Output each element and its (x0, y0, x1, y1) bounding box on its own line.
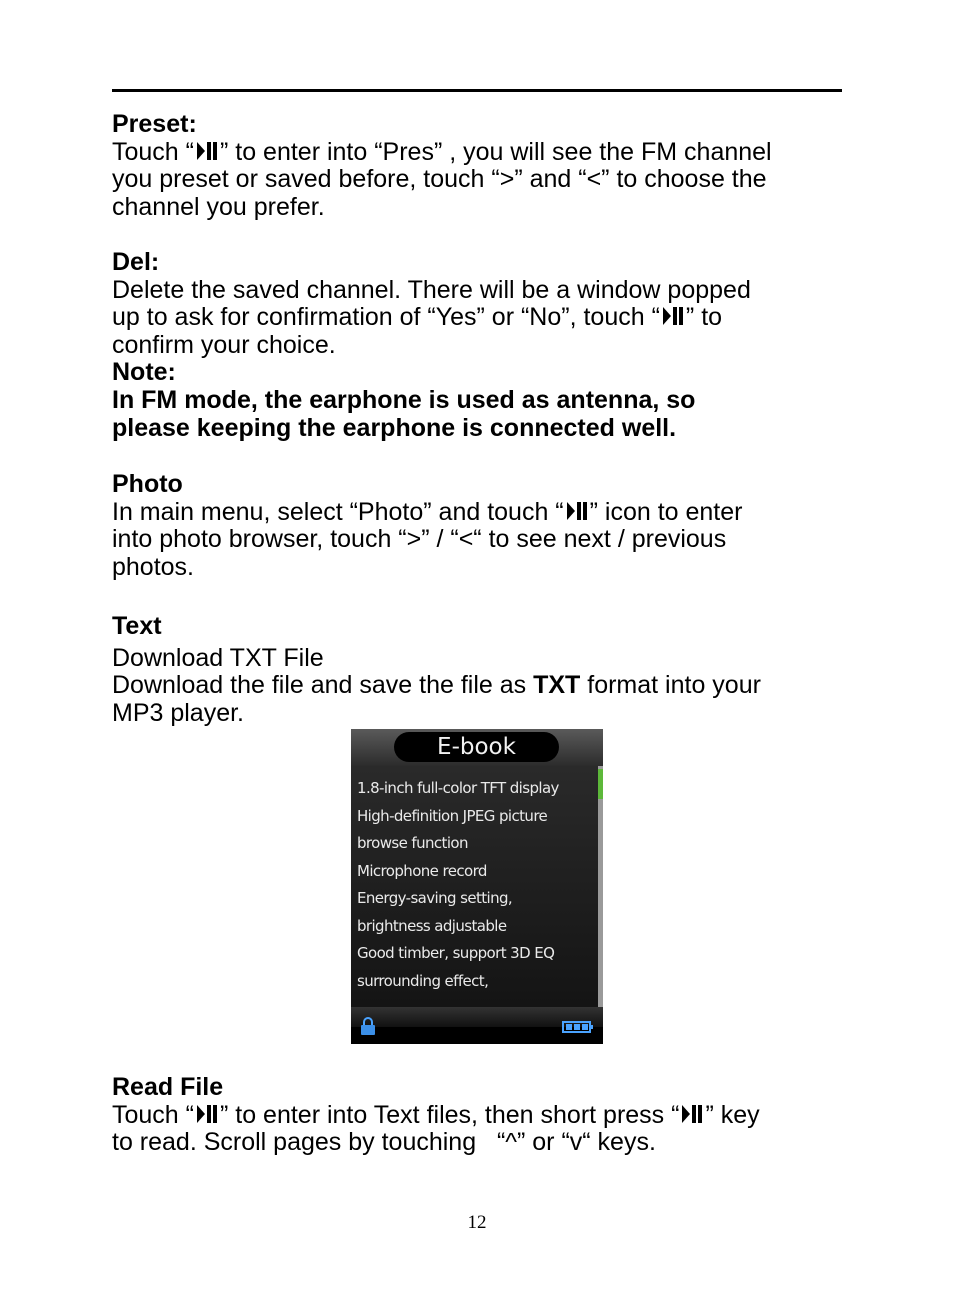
ebook-line: surrounding effect, (357, 972, 489, 990)
preset-text-line: you preset or saved before, touch “>” and “<” to choose the (112, 165, 767, 194)
battery-icon (562, 1021, 594, 1033)
photo-text-line: photos. (112, 552, 195, 581)
preset-section (112, 111, 852, 221)
lock-icon (360, 1017, 376, 1035)
text-text-line: MP3 player. (112, 698, 245, 727)
text-text-line: Download TXT File (112, 643, 324, 672)
ebook-line: Good timber, support 3D EQ (357, 944, 555, 962)
photo-heading: Photo (112, 470, 183, 498)
play-pause-icon (194, 1103, 220, 1125)
del-text-line: confirm your choice. (112, 330, 336, 359)
ebook-title: E-book (394, 732, 559, 762)
read-file-heading: Read File (112, 1073, 224, 1101)
note-text-line: In FM mode, the earphone is used as antenna, so (112, 385, 696, 414)
page-number: 12 (467, 1212, 487, 1233)
preset-heading: Preset: (112, 110, 197, 138)
ebook-line: 1.8-inch full-color TFT display (357, 779, 559, 797)
text-heading: Text (112, 612, 162, 640)
ebook-text-area (351, 766, 598, 1007)
photo-text-line: In main menu, select “Photo” and touch “ ” icon to enter (112, 497, 743, 526)
read-file-text-line: to read. Scroll pages by touching “^” or “v“ keys. (112, 1128, 656, 1157)
preset-text-line: channel you prefer. (112, 192, 325, 221)
text-text-line: Download the file and save the file as TXT format into your (112, 671, 761, 700)
photo-text-line: into photo browser, touch “>” / “<“ to see next / previous (112, 525, 727, 554)
ebook-line: Energy-saving setting, (357, 889, 513, 907)
ebook-scroll-thumb (598, 769, 603, 799)
ebook-line: Microphone record (357, 862, 487, 880)
play-pause-icon (679, 1103, 705, 1125)
note-text-line: please keeping the earphone is connected well. (112, 413, 677, 442)
del-text-line: Delete the saved channel. There will be a window popped (112, 275, 751, 304)
text-section (112, 613, 852, 727)
note-heading: Note: (112, 358, 176, 387)
read-file-section (112, 1074, 852, 1157)
del-text-line: up to ask for confirmation of “Yes” or “No”, touch “ ” to (112, 303, 723, 332)
play-pause-icon (194, 140, 220, 162)
ebook-line: brightness adjustable (357, 917, 507, 935)
photo-section (112, 471, 852, 581)
preset-text: Touch “ ” to enter into “Pres” , you will see the FM channel (112, 137, 772, 166)
del-section (112, 249, 852, 442)
play-pause-icon (564, 500, 590, 522)
ebook-screenshot (351, 729, 603, 1044)
play-pause-icon (660, 305, 686, 327)
read-file-text-line: Touch “ ” to enter into Text files, then short press “ ” key (112, 1100, 760, 1129)
ebook-scrollbar (598, 766, 603, 1007)
ebook-line: browse function (357, 834, 468, 852)
top-rule (112, 89, 842, 92)
del-heading: Del: (112, 248, 160, 276)
ebook-line: High-definition JPEG picture (357, 807, 548, 825)
